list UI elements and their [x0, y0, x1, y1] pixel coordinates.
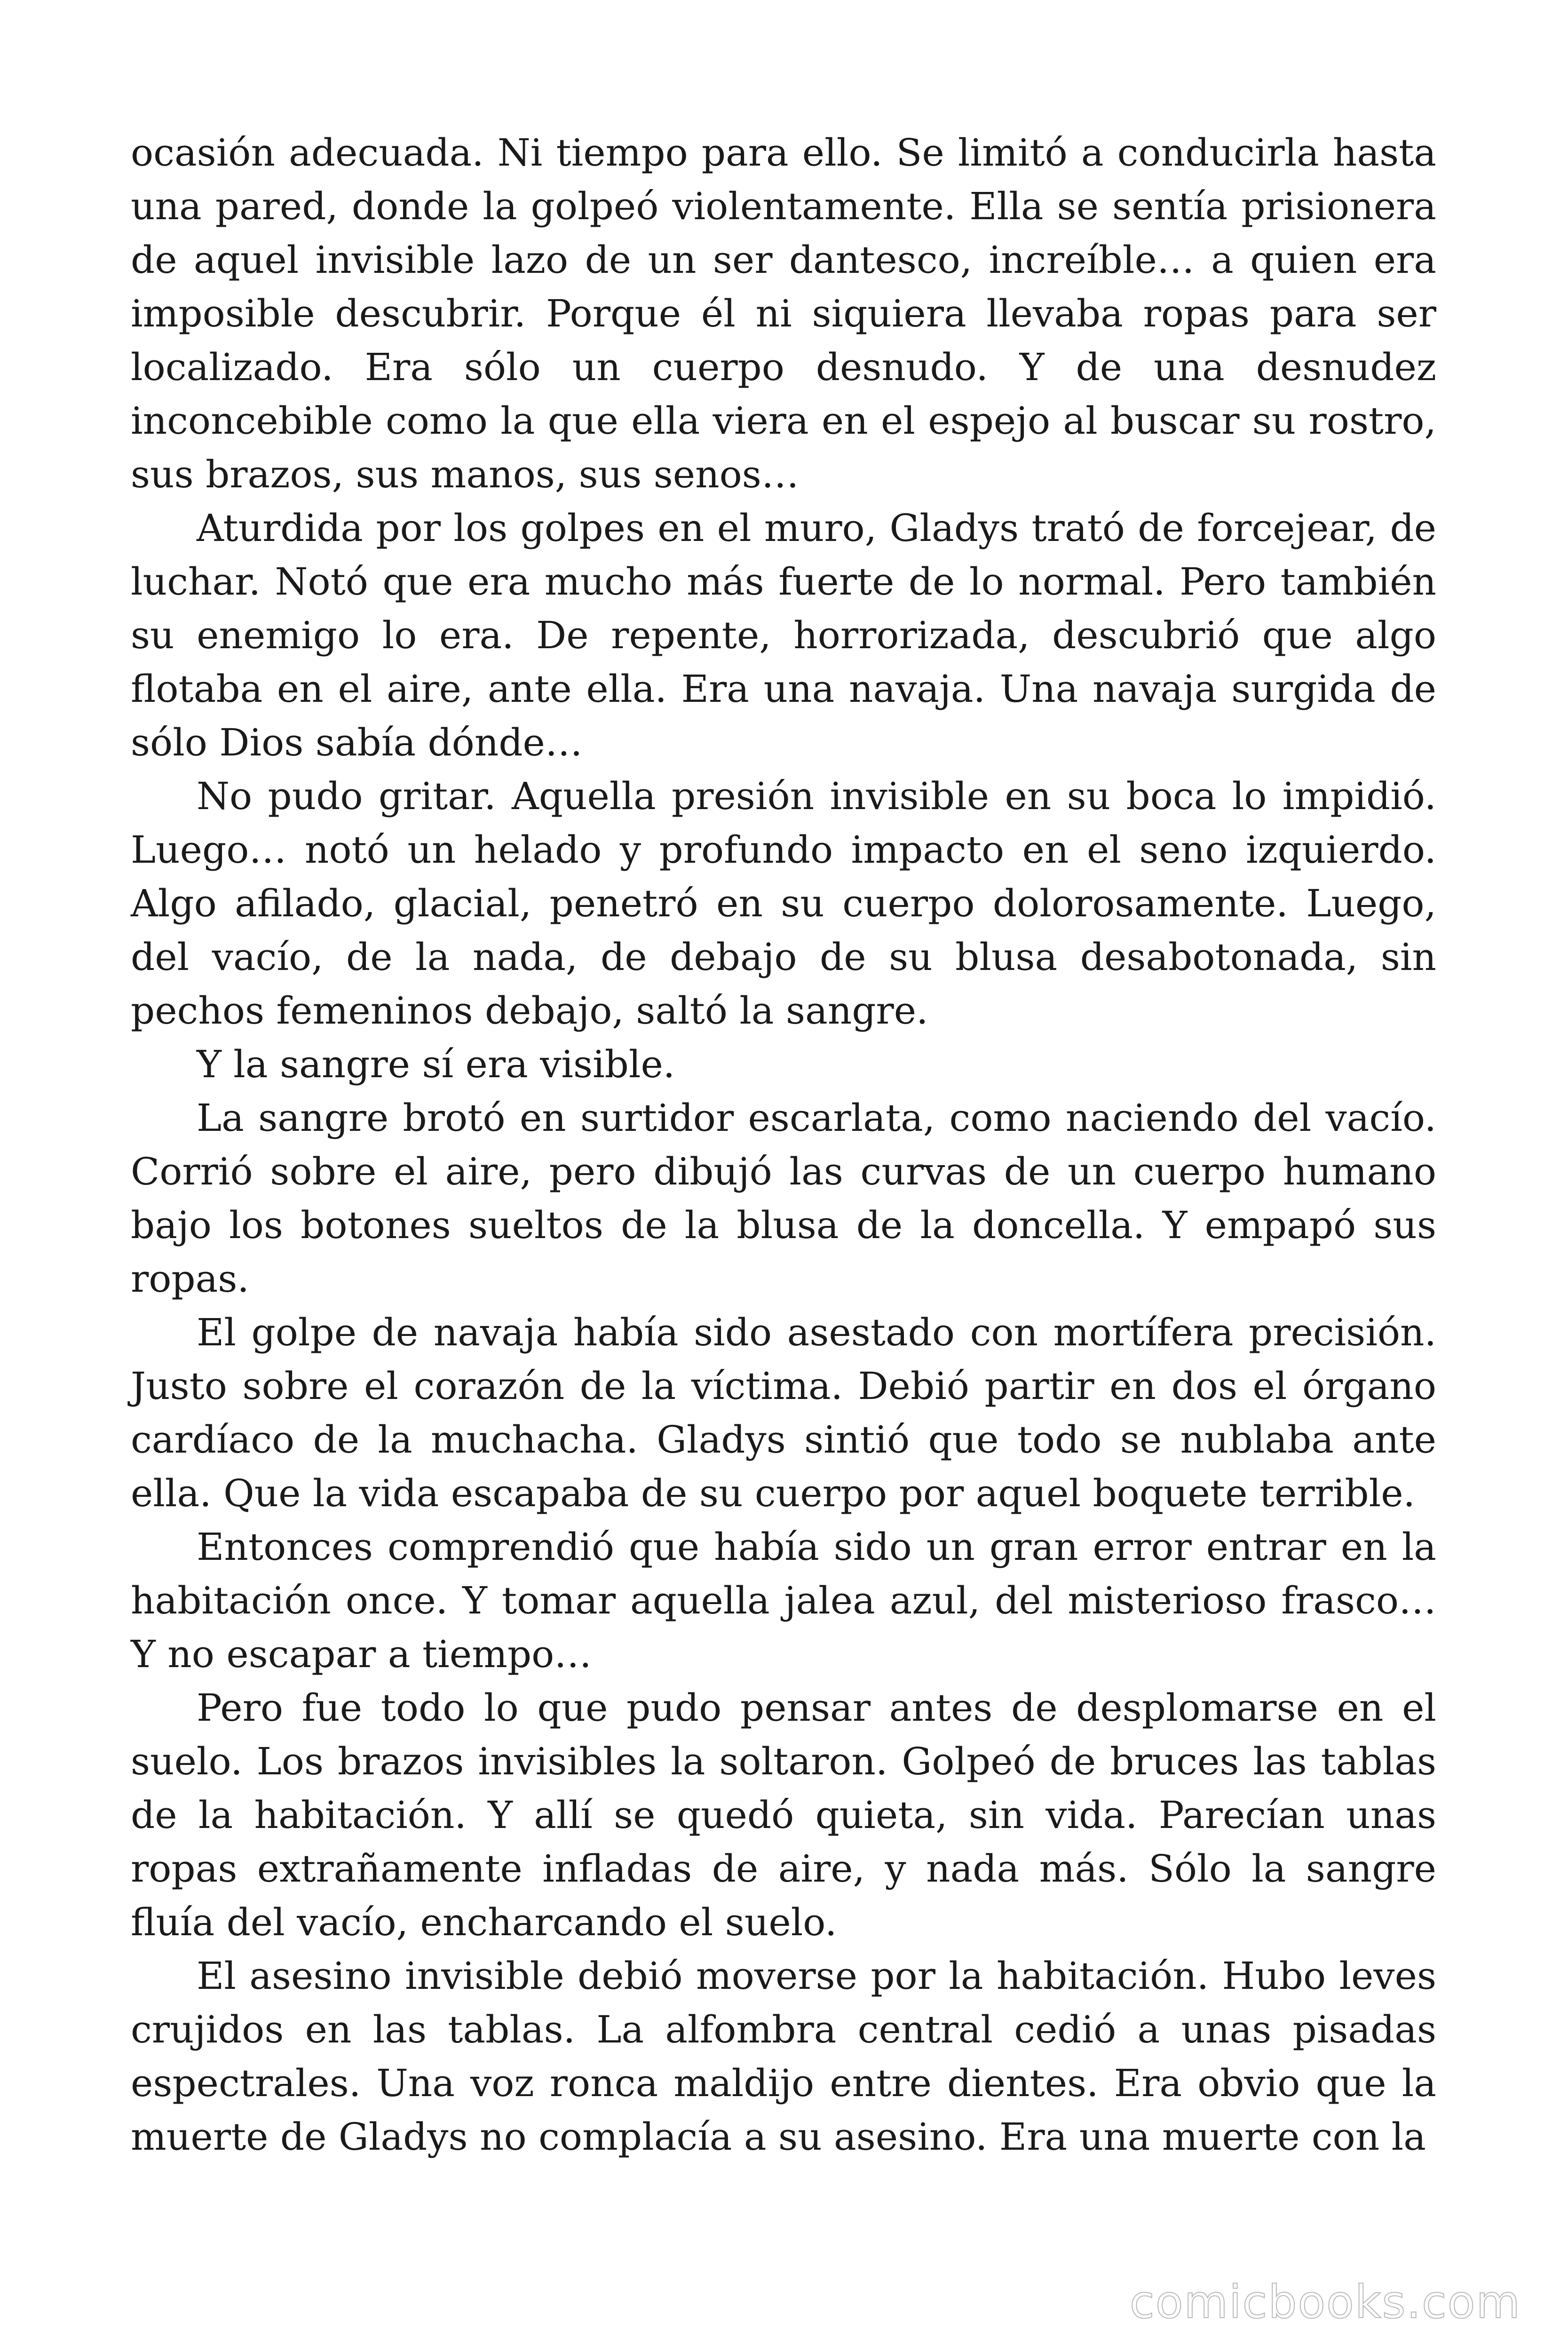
body-text: [131, 126, 1436, 2164]
paragraph: Entonces comprendió que había sido un gran error entrar en la habitación once. Y tomar aquella jalea azul, del misterioso frasco… Y no escapar a tiempo…: [131, 1525, 1436, 1676]
paragraph: No pudo gritar. Aquella presión invisible en su boca lo impidió. Luego… notó un helado y profundo impacto en el seno izquierdo. Algo afilado, glacial, penetró en su cuerpo dolorosamente. Luego, del vacío, de la nada, de debajo de su blusa desabotonada, sin pechos femeninos debajo, saltó la sangre.: [131, 774, 1436, 1033]
paragraph: La sangre brotó en surtidor escarlata, como naciendo del vacío. Corrió sobre el aire, pero dibujó las curvas de un cuerpo humano bajo los botones sueltos de la blusa de la doncella. Y empapó sus ropas.: [131, 1096, 1436, 1301]
paragraph: El asesino invisible debió moverse por la habitación. Hubo leves crujidos en las tablas. La alfombra central cedió a unas pisadas espectrales. Una voz ronca maldijo entre dientes. Era obvio que la muerte de Gladys no complacía a su asesino. Era una muerte con la: [131, 1954, 1436, 2159]
paragraph: Pero fue todo lo que pudo pensar antes de desplomarse en el suelo. Los brazos invisibles la soltaron. Golpeó de bruces las tablas de la habitación. Y allí se quedó quieta, sin vida. Parecían unas ropas extrañamente infladas de aire, y nada más. Sólo la sangre fluía del vacío, encharcando el suelo.: [131, 1686, 1436, 1944]
paragraph: El golpe de navaja había sido asestado con mortífera precisión. Justo sobre el corazón de la víctima. Debió partir en dos el órgano cardíaco de la muchacha. Gladys sintió que todo se nublaba ante ella. Que la vida escapaba de su cuerpo por aquel boquete terrible.: [131, 1311, 1436, 1515]
paragraph: ocasión adecuada. Ni tiempo para ello. Se limitó a conducirla hasta una pared, donde la golpeó violentamente. Ella se sentía prisionera de aquel invisible lazo de un ser dantesco, increíble… a quien era imposible descubrir. Porque él ni siquiera llevaba ropas para ser localizado. Era sólo un cuerpo desnudo. Y de una desnudez inconcebible como la que ella viera en el espejo al buscar su rostro, sus brazos, sus manos, sus senos…: [131, 131, 1436, 496]
paragraph: Y la sangre sí era visible.: [197, 1042, 675, 1086]
paragraph: Aturdida por los golpes en el muro, Gladys trató de forcejear, de luchar. Notó que era mucho más fuerte de lo normal. Pero también su enemigo lo era. De repente, horrorizada, descubrió que algo flotaba en el aire, ante ella. Era una navaja. Una navaja surgida de sólo Dios sabía dónde…: [131, 506, 1436, 764]
watermark: comicbooks.com: [1129, 2276, 1521, 2328]
